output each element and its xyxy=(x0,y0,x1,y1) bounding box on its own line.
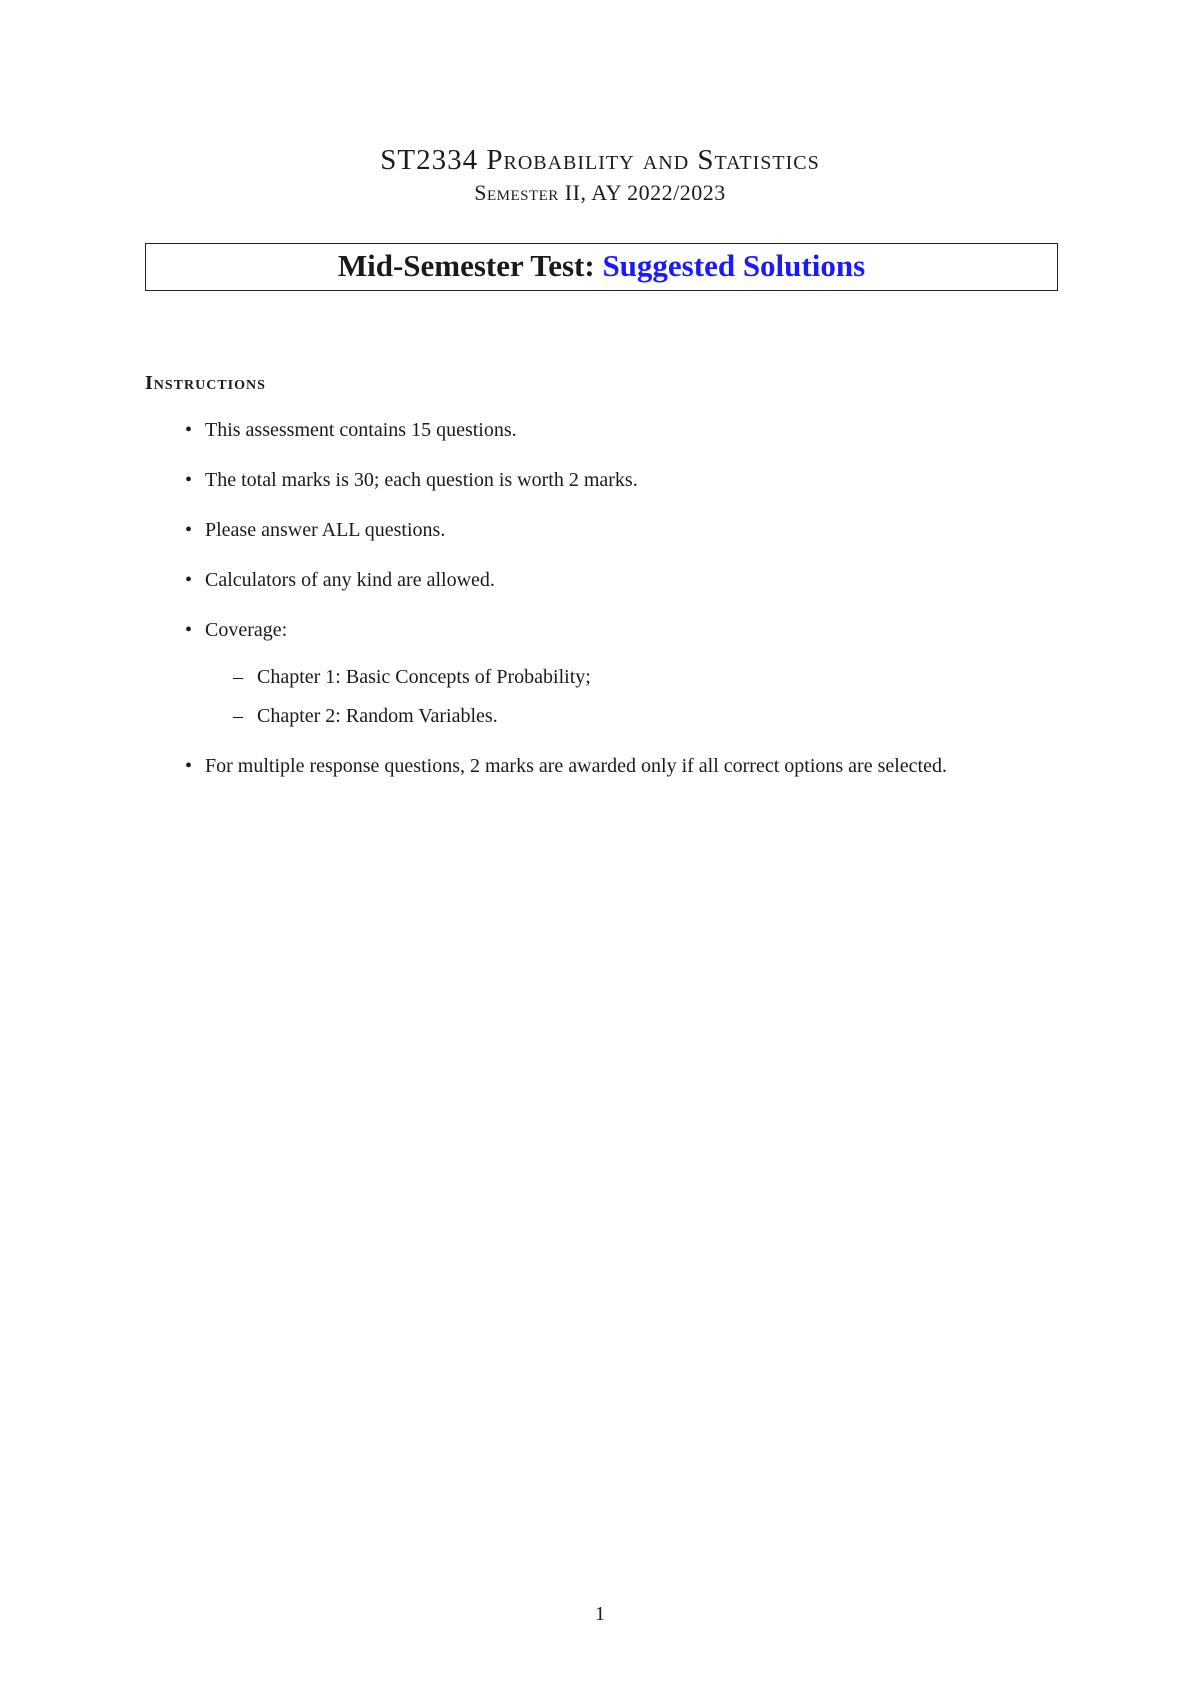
bullet-icon: • xyxy=(185,755,193,777)
bullet-icon: • xyxy=(185,519,193,541)
list-item xyxy=(145,618,1058,729)
coverage-item xyxy=(205,665,1058,690)
page-number: 1 xyxy=(595,1603,605,1625)
dash-icon: – xyxy=(233,666,243,688)
instructions-heading: Instructions xyxy=(145,372,266,394)
list-item xyxy=(145,568,1058,593)
coverage-list xyxy=(205,665,1058,729)
list-item xyxy=(145,754,1058,779)
title-box xyxy=(145,243,1058,291)
list-item xyxy=(145,468,1058,493)
list-item-text: Calculators of any kind are allowed. xyxy=(205,569,495,591)
list-item-text: For multiple response questions, 2 marks are awarded only if all correct options are selected. xyxy=(205,755,947,777)
bullet-icon: • xyxy=(185,419,193,441)
instructions-list xyxy=(145,418,1058,804)
coverage-item-text: Chapter 1: Basic Concepts of Probability; xyxy=(257,666,591,688)
list-item-text: The total marks is 30; each question is worth 2 marks. xyxy=(205,469,638,491)
title-prefix: Mid-Semester Test: xyxy=(337,248,603,283)
coverage-item-text: Chapter 2: Random Variables. xyxy=(257,705,498,727)
coverage-item xyxy=(205,704,1058,729)
dash-icon: – xyxy=(233,705,243,727)
semester-line: Semester II, AY 2022/2023 xyxy=(474,180,726,205)
bullet-icon: • xyxy=(185,469,193,491)
list-item-text: Coverage: xyxy=(205,619,288,641)
list-item-text: Please answer ALL questions. xyxy=(205,519,446,541)
course-title: ST2334 Probability and Statistics xyxy=(380,144,820,176)
list-item xyxy=(145,418,1058,443)
list-item xyxy=(145,518,1058,543)
title-accent: Suggested Solutions xyxy=(602,248,866,283)
bullet-icon: • xyxy=(185,569,193,591)
bullet-icon: • xyxy=(185,619,193,641)
list-item-text: This assessment contains 15 questions. xyxy=(205,419,517,441)
